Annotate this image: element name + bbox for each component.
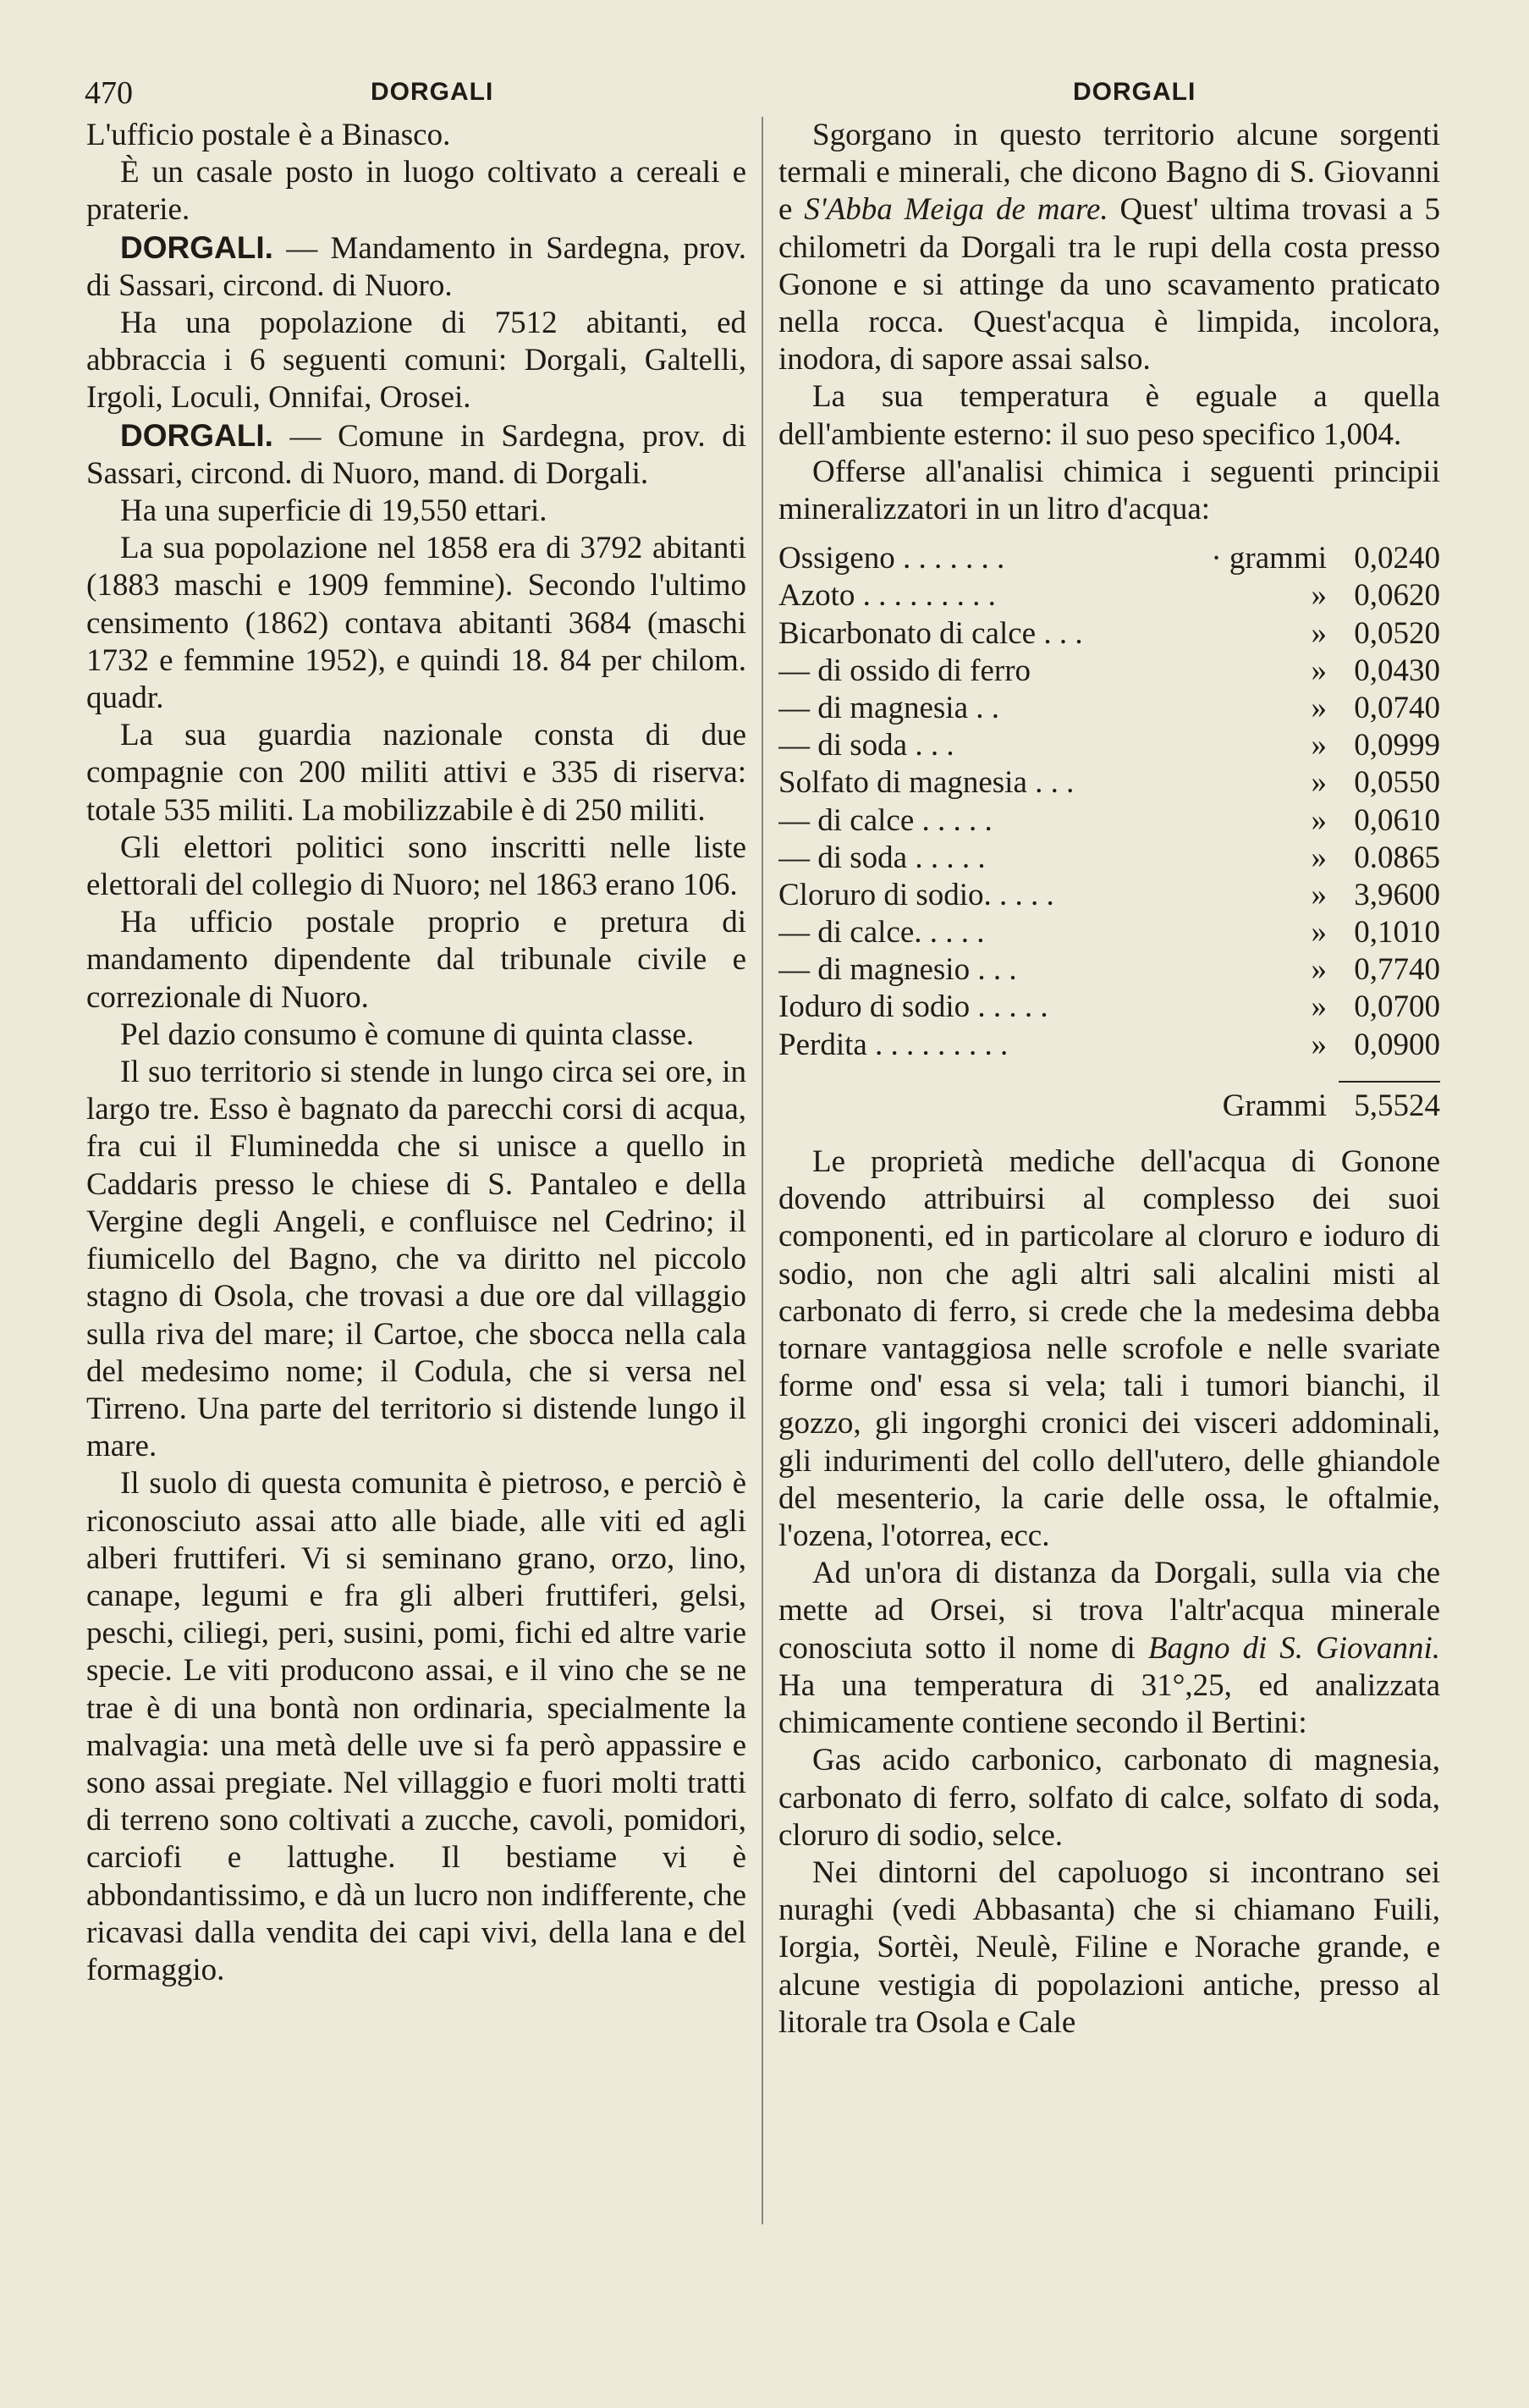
table-row (778, 577, 1440, 614)
unit-cell: » (1311, 653, 1327, 688)
paragraph (86, 417, 746, 493)
component-name: Cloruro di sodio. . . . . (778, 877, 1054, 912)
entry-heading: DORGALI. (120, 229, 273, 265)
mineral-analysis-table (778, 540, 1440, 1064)
table-row (778, 989, 1440, 1026)
entry-text: — Comune in Sardegna, prov. di Sassari, circond. di Nuoro, mand. di Dorgali. (86, 418, 746, 491)
text-span: Quest' ultima trovasi a 5 chilometri da Dorgali tra le rupi della costa presso Gonone e si attinge da uno scavamento praticato nella rocca. Quest'acqua è limpida, incolora, inodora, di sapore assai salso. (778, 192, 1440, 377)
paragraph: Ha una popolazione di 7512 abitanti, ed abbraccia i 6 seguenti comuni: Dorgali, Galtelli, Irgoli, Loculi, Onnifai, Orosei. (86, 306, 746, 416)
paragraph: La sua temperatura è eguale a quella dell'ambiente esterno: il suo peso specifico 1,004. (778, 379, 1440, 452)
value-cell: 0,0610 (1354, 802, 1440, 838)
component-name: — di ossido di ferro (778, 653, 1031, 688)
table-row (778, 951, 1440, 989)
table-row (778, 690, 1440, 727)
paragraph: La sua popolazione nel 1858 era di 3792 abitanti (1883 maschi e 1909 femmine). Secondo l'ultimo censimento (1862) contava abitanti 3684 (maschi 1732 e femmine 1952), e quindi 18. 84 per chilom. quadr. (86, 531, 746, 716)
paragraph: Le proprietà mediche dell'acqua di Gonone dovendo attribuirsi al complesso dei suoi componenti, ed in particolare al cloruro e ioduro di sodio, non che agli altri sali alcalini misti al carbonato di ferro, si crede che la medesima debba tornare vantaggiosa nelle scrofole e nelle svariate forme ond' essa si vela; tali i tumori bianchi, il gozzo, gli ingorghi cronici dei visceri addominali, gli indurimenti del collo dell'utero, delle ghiandole del mesenterio, la carie delle ossa, le oftalmie, l'ozena, l'otorrea, ecc. (778, 1144, 1440, 1554)
value-cell: 3,9600 (1354, 877, 1440, 912)
component-name: — di calce . . . . . (778, 802, 993, 838)
component-name: Ioduro di sodio . . . . . (778, 989, 1048, 1025)
unit-cell: » (1311, 615, 1327, 651)
page-number: 470 (85, 75, 133, 111)
component-name: Perdita . . . . . . . . . (778, 1027, 1009, 1062)
value-cell: 0,0900 (1354, 1027, 1440, 1062)
paragraph (778, 1555, 1440, 1742)
table-row (778, 840, 1440, 877)
left-column (86, 117, 746, 1989)
value-cell: 0,7740 (1354, 952, 1440, 988)
value-cell: 0,0430 (1354, 653, 1440, 688)
value-cell: 0,0520 (1354, 615, 1440, 651)
table-row (778, 727, 1440, 764)
paragraph: La sua guardia nazionale consta di due compagnie con 200 militi attivi e 335 di riserva: totale 535 militi. La mobilizzabile è di 250 militi. (86, 718, 746, 828)
unit-cell: » (1311, 915, 1327, 951)
component-name: — di calce. . . . . (778, 915, 985, 951)
paragraph: Il suolo di questa comunita è pietroso, e perciò è riconosciuto assai atto alle biade, alle viti ed agli alberi fruttiferi. Vi si seminano grano, orzo, lino, canape, legumi e fra gli alberi fruttiferi, gelsi, peschi, ciliegi, peri, susini, pomi, fichi ed altre varie specie. Le viti producono assai, e il vino che se ne trae è di una bontà non ordinaria, specialmente la malvagia: una metà delle uve si fa però appassire e sono assai pregiate. Nel villaggio e fuori molti tratti di terreno sono coltivati a zucche, cavoli, pomidori, carciofi e lattughe. Il bestiame vi è abbondantissimo, e dà un lucro non indifferente, che ricavasi dalla vendita dei capi vivi, della lana e del formaggio. (86, 1466, 746, 1987)
unit-cell: » (1311, 765, 1327, 801)
value-cell: 0,0740 (1354, 690, 1440, 725)
unit-cell: » (1311, 989, 1327, 1025)
paragraph: Offerse all'analisi chimica i seguenti principii mineralizzatori in un litro d'acqua: (778, 454, 1440, 527)
unit-cell: » (1311, 1027, 1327, 1062)
italic-name: S'Abba Meiga de mare. (804, 192, 1108, 228)
sum-rule (1339, 1081, 1440, 1083)
value-cell: 0,0700 (1354, 989, 1440, 1025)
entry-heading: DORGALI. (120, 417, 273, 453)
table-row (778, 877, 1440, 914)
table-total-row (778, 1088, 1440, 1125)
total-label: Grammi (1222, 1088, 1327, 1123)
paragraph: Ha ufficio postale proprio e pretura di mandamento dipendente dal tribunale civile e correzionale di Nuoro. (86, 905, 746, 1015)
paragraph: Nei dintorni del capoluogo si incontrano sei nuraghi (vedi Abbasanta) che si chiamano Fuili, Iorgia, Sortèi, Neulè, Filine e Norache grande, e alcune vestigia di popolazioni antiche, presso al litorale tra Osola e Cale (778, 1854, 1440, 2040)
right-column (778, 117, 1440, 2042)
component-name: — di magnesia . . (778, 690, 1000, 725)
paragraph: Gli elettori politici sono inscritti nelle liste elettorali del collegio di Nuoro; nel 1863 erano 106. (86, 829, 746, 903)
component-name: — di soda . . . (778, 728, 954, 763)
paragraph: Ha una superficie di 19,550 ettari. (120, 493, 547, 529)
total-value: 5,5524 (1354, 1088, 1440, 1123)
table-row (778, 1027, 1440, 1064)
value-cell: 0.0865 (1354, 840, 1440, 875)
unit-cell: » (1311, 840, 1327, 875)
unit-cell: » (1311, 728, 1327, 763)
unit-cell: » (1311, 877, 1327, 912)
unit-cell: · grammi (1211, 541, 1327, 576)
component-name: — di soda . . . . . (778, 840, 986, 875)
table-row (778, 540, 1440, 577)
value-cell: 0,0240 (1354, 541, 1440, 576)
value-cell: 0,0999 (1354, 728, 1440, 763)
left-running-title: DORGALI (371, 78, 494, 106)
value-cell: 0,0620 (1354, 578, 1440, 614)
component-name: — di magnesio . . . (778, 952, 1017, 988)
table-row (778, 764, 1440, 802)
right-running-title: DORGALI (1073, 78, 1196, 106)
italic-name: Bagno di S. Giovanni. (1147, 1630, 1440, 1666)
unit-cell: » (1311, 802, 1327, 838)
text-span: Sgorgano in questo territorio alcune sorgenti termali e minerali, che dicono Bagno di S. Giovanni e (778, 118, 1440, 228)
unit-cell: » (1311, 690, 1327, 725)
value-cell: 0,1010 (1354, 915, 1440, 951)
unit-cell: » (1311, 952, 1327, 988)
value-cell: 0,0550 (1354, 765, 1440, 801)
paragraph (778, 117, 1440, 378)
component-name: Solfato di magnesia . . . (778, 765, 1075, 801)
text-span: Ha una temperatura di 31°,25, ed analizzata chimicamente contiene secondo il Bertini: (778, 1667, 1440, 1741)
component-name: Bicarbonato di calce . . . (778, 615, 1083, 651)
text-span: Ad un'ora di distanza da Dorgali, sulla via che mette ad Orsei, si trova l'altr'acqua minerale conosciuta sotto il nome di (778, 1556, 1440, 1666)
paragraph (86, 229, 746, 305)
component-name: Azoto . . . . . . . . . (778, 578, 996, 614)
component-name: Ossigeno . . . . . . . (778, 541, 1005, 576)
table-row (778, 802, 1440, 840)
paragraph: L'ufficio postale è a Binasco. (86, 118, 451, 152)
column-divider (762, 117, 763, 2224)
running-header (85, 74, 1444, 117)
entry-text: — Mandamento in Sardegna, prov. di Sassari, circond. di Nuoro. (86, 230, 746, 303)
table-row (778, 615, 1440, 653)
table-row (778, 914, 1440, 951)
table-row (778, 653, 1440, 690)
paragraph: È un casale posto in luogo coltivato a cereali e praterie. (86, 155, 746, 228)
paragraph: Gas acido carbonico, carbonato di magnesia, carbonato di ferro, solfato di calce, solfato di soda, cloruro di sodio, selce. (778, 1743, 1440, 1853)
paragraph: Pel dazio consumo è comune di quinta classe. (120, 1017, 695, 1052)
unit-cell: » (1311, 578, 1327, 614)
paragraph: Il suo territorio si stende in lungo circa sei ore, in largo tre. Esso è bagnato da parecchi corsi di acqua, fra cui il Fluminedda che si unisce a quello in Caddaris presso le chiese di S. Pantaleo e della Vergine degli Angeli, e confluisce nel Cedrino; il fiumicello del Bagno, che va diritto nel piccolo stagno di Osola, che trovasi a due ore dal villaggio sulla riva del mare; il Cartoe, che sbocca nella cala del medesimo nome; il Codula, che si versa nel Tirreno. Una parte del territorio si distende lungo il mare. (86, 1055, 746, 1464)
